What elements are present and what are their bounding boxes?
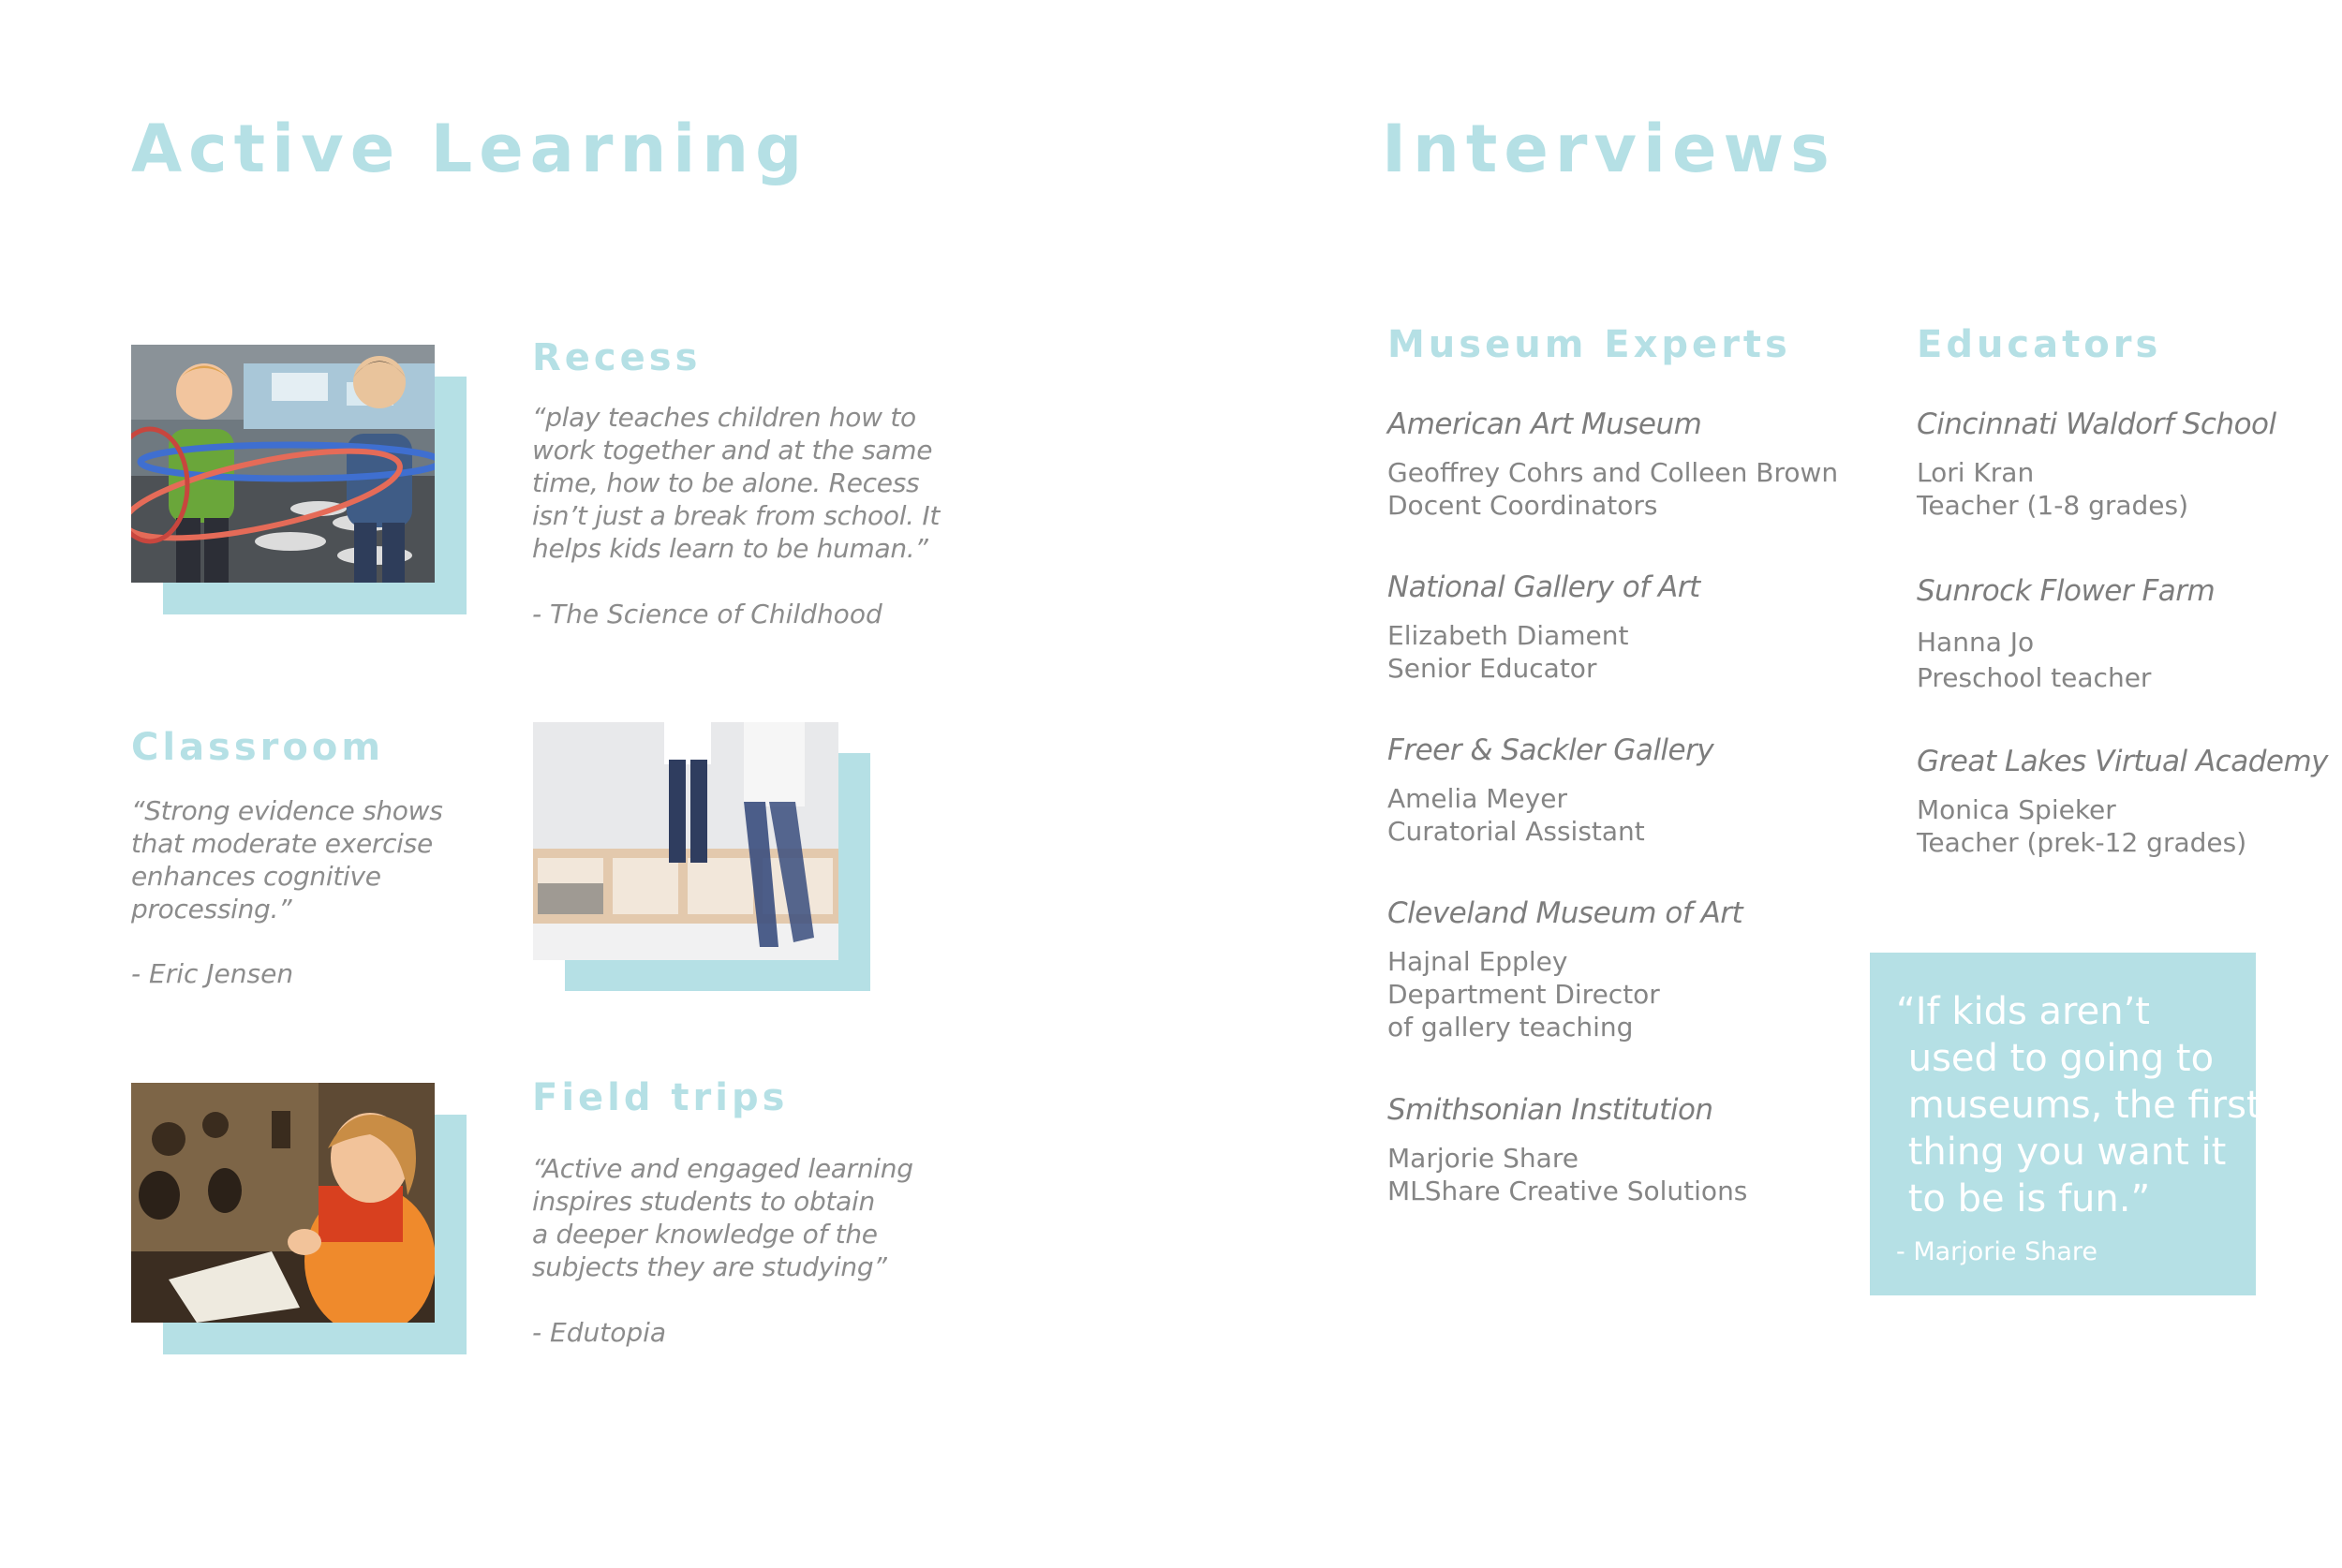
- educator-entry: [1917, 574, 2216, 696]
- educator-line: Lori Kran: [1917, 457, 2035, 488]
- classroom-quote-line: enhances cognitive: [131, 861, 381, 892]
- interviewee-line: Hajnal Eppley: [1387, 946, 1568, 977]
- educator-entry: [1917, 407, 2276, 522]
- museum-experts-heading: Museum Experts: [1387, 323, 1791, 366]
- classroom-quote: [131, 794, 443, 925]
- museum-name: American Art Museum: [1387, 407, 1702, 441]
- field-trips-quote-line: “Active and engaged learning: [532, 1153, 913, 1184]
- recess-source: - The Science of Childhood: [532, 599, 882, 629]
- recess-quote: [532, 401, 940, 565]
- school-name: Cincinnati Waldorf School: [1917, 407, 2276, 441]
- field-trips-quote-line: inspires students to obtain: [532, 1186, 875, 1217]
- quote-callout: [1870, 953, 2261, 1295]
- field-trips-source: - Edutopia: [532, 1317, 667, 1348]
- educator-line: Hanna Jo: [1917, 627, 2035, 658]
- museum-name: National Gallery of Art: [1387, 570, 1700, 604]
- interviewee-line: MLShare Creative Solutions: [1387, 1176, 1748, 1206]
- educator-line: Teacher (1-8 grades): [1917, 490, 2189, 521]
- museum-expert-entry: [1387, 733, 1714, 848]
- recess-quote-line: work together and at the same: [532, 435, 933, 466]
- school-name: Sunrock Flower Farm: [1917, 574, 2216, 608]
- classroom-quote-line: “Strong evidence shows: [131, 795, 443, 826]
- school-name: Great Lakes Virtual Academy: [1917, 745, 2329, 778]
- museum-name: Smithsonian Institution: [1387, 1093, 1713, 1127]
- callout-quote-line: to be is fun.”: [1896, 1177, 2151, 1220]
- field-trips-heading: Field trips: [532, 1076, 789, 1119]
- educators-heading: Educators: [1917, 323, 2162, 366]
- recess-quote-line: time, how to be alone. Recess: [532, 467, 920, 498]
- callout-source: - Marjorie Share: [1896, 1237, 2097, 1266]
- callout-quote-line: thing you want it: [1896, 1131, 2227, 1174]
- educator-line: Monica Spieker: [1917, 794, 2116, 825]
- interviewee-line: Amelia Meyer: [1387, 783, 1567, 814]
- classroom-heading: Classroom: [131, 726, 385, 769]
- interviewee-line: Marjorie Share: [1387, 1143, 1579, 1174]
- educator-entry: [1917, 747, 2328, 859]
- recess-heading: Recess: [532, 336, 702, 379]
- interviewee-line: Department Director: [1387, 979, 1660, 1010]
- active-learning-title: Active Learning: [131, 111, 809, 187]
- educator-line: Teacher (prek-12 grades): [1917, 827, 2247, 858]
- classroom-quote-line: that moderate exercise: [131, 828, 433, 859]
- museum-expert-entry: [1387, 407, 1839, 522]
- educator-line: Preschool teacher: [1917, 662, 2152, 693]
- recess-quote-line: “play teaches children how to: [532, 402, 916, 433]
- callout-quote: [1896, 988, 2261, 1222]
- museum-expert-entry: [1387, 570, 1700, 685]
- interviewee-line: Docent Coordinators: [1387, 490, 1658, 521]
- field-trips-quote-line: subjects they are studying”: [532, 1251, 887, 1282]
- interviewee-line: Senior Educator: [1387, 653, 1597, 684]
- callout-quote-line: museums, the first: [1896, 1084, 2261, 1127]
- recess-quote-line: isn’t just a break from school. It: [532, 500, 941, 531]
- field-trips-photo: [131, 1083, 435, 1323]
- field-trips-quote-line: a deeper knowledge of the: [532, 1219, 878, 1250]
- field-trips-quote: [532, 1152, 913, 1283]
- museum-expert-entry: [1387, 1093, 1748, 1207]
- classroom-source: - Eric Jensen: [131, 958, 294, 989]
- interviewee-line: Geoffrey Cohrs and Colleen Brown: [1387, 457, 1839, 488]
- recess-photo: [131, 345, 435, 583]
- museum-name: Cleveland Museum of Art: [1387, 896, 1743, 930]
- classroom-photo: [533, 722, 838, 960]
- interviews-title: Interviews: [1382, 111, 1836, 187]
- classroom-quote-line: processing.”: [131, 894, 292, 925]
- interviewee-line: Curatorial Assistant: [1387, 816, 1645, 847]
- museum-name: Freer & Sackler Gallery: [1387, 733, 1714, 767]
- callout-quote-line: used to going to: [1896, 1037, 2215, 1080]
- interviewee-line: of gallery teaching: [1387, 1012, 1634, 1043]
- museum-expert-entry: [1387, 896, 1743, 1043]
- interviewee-line: Elizabeth Diament: [1387, 620, 1629, 651]
- recess-quote-line: helps kids learn to be human.”: [532, 533, 928, 564]
- callout-quote-line: “If kids aren’t: [1896, 990, 2150, 1033]
